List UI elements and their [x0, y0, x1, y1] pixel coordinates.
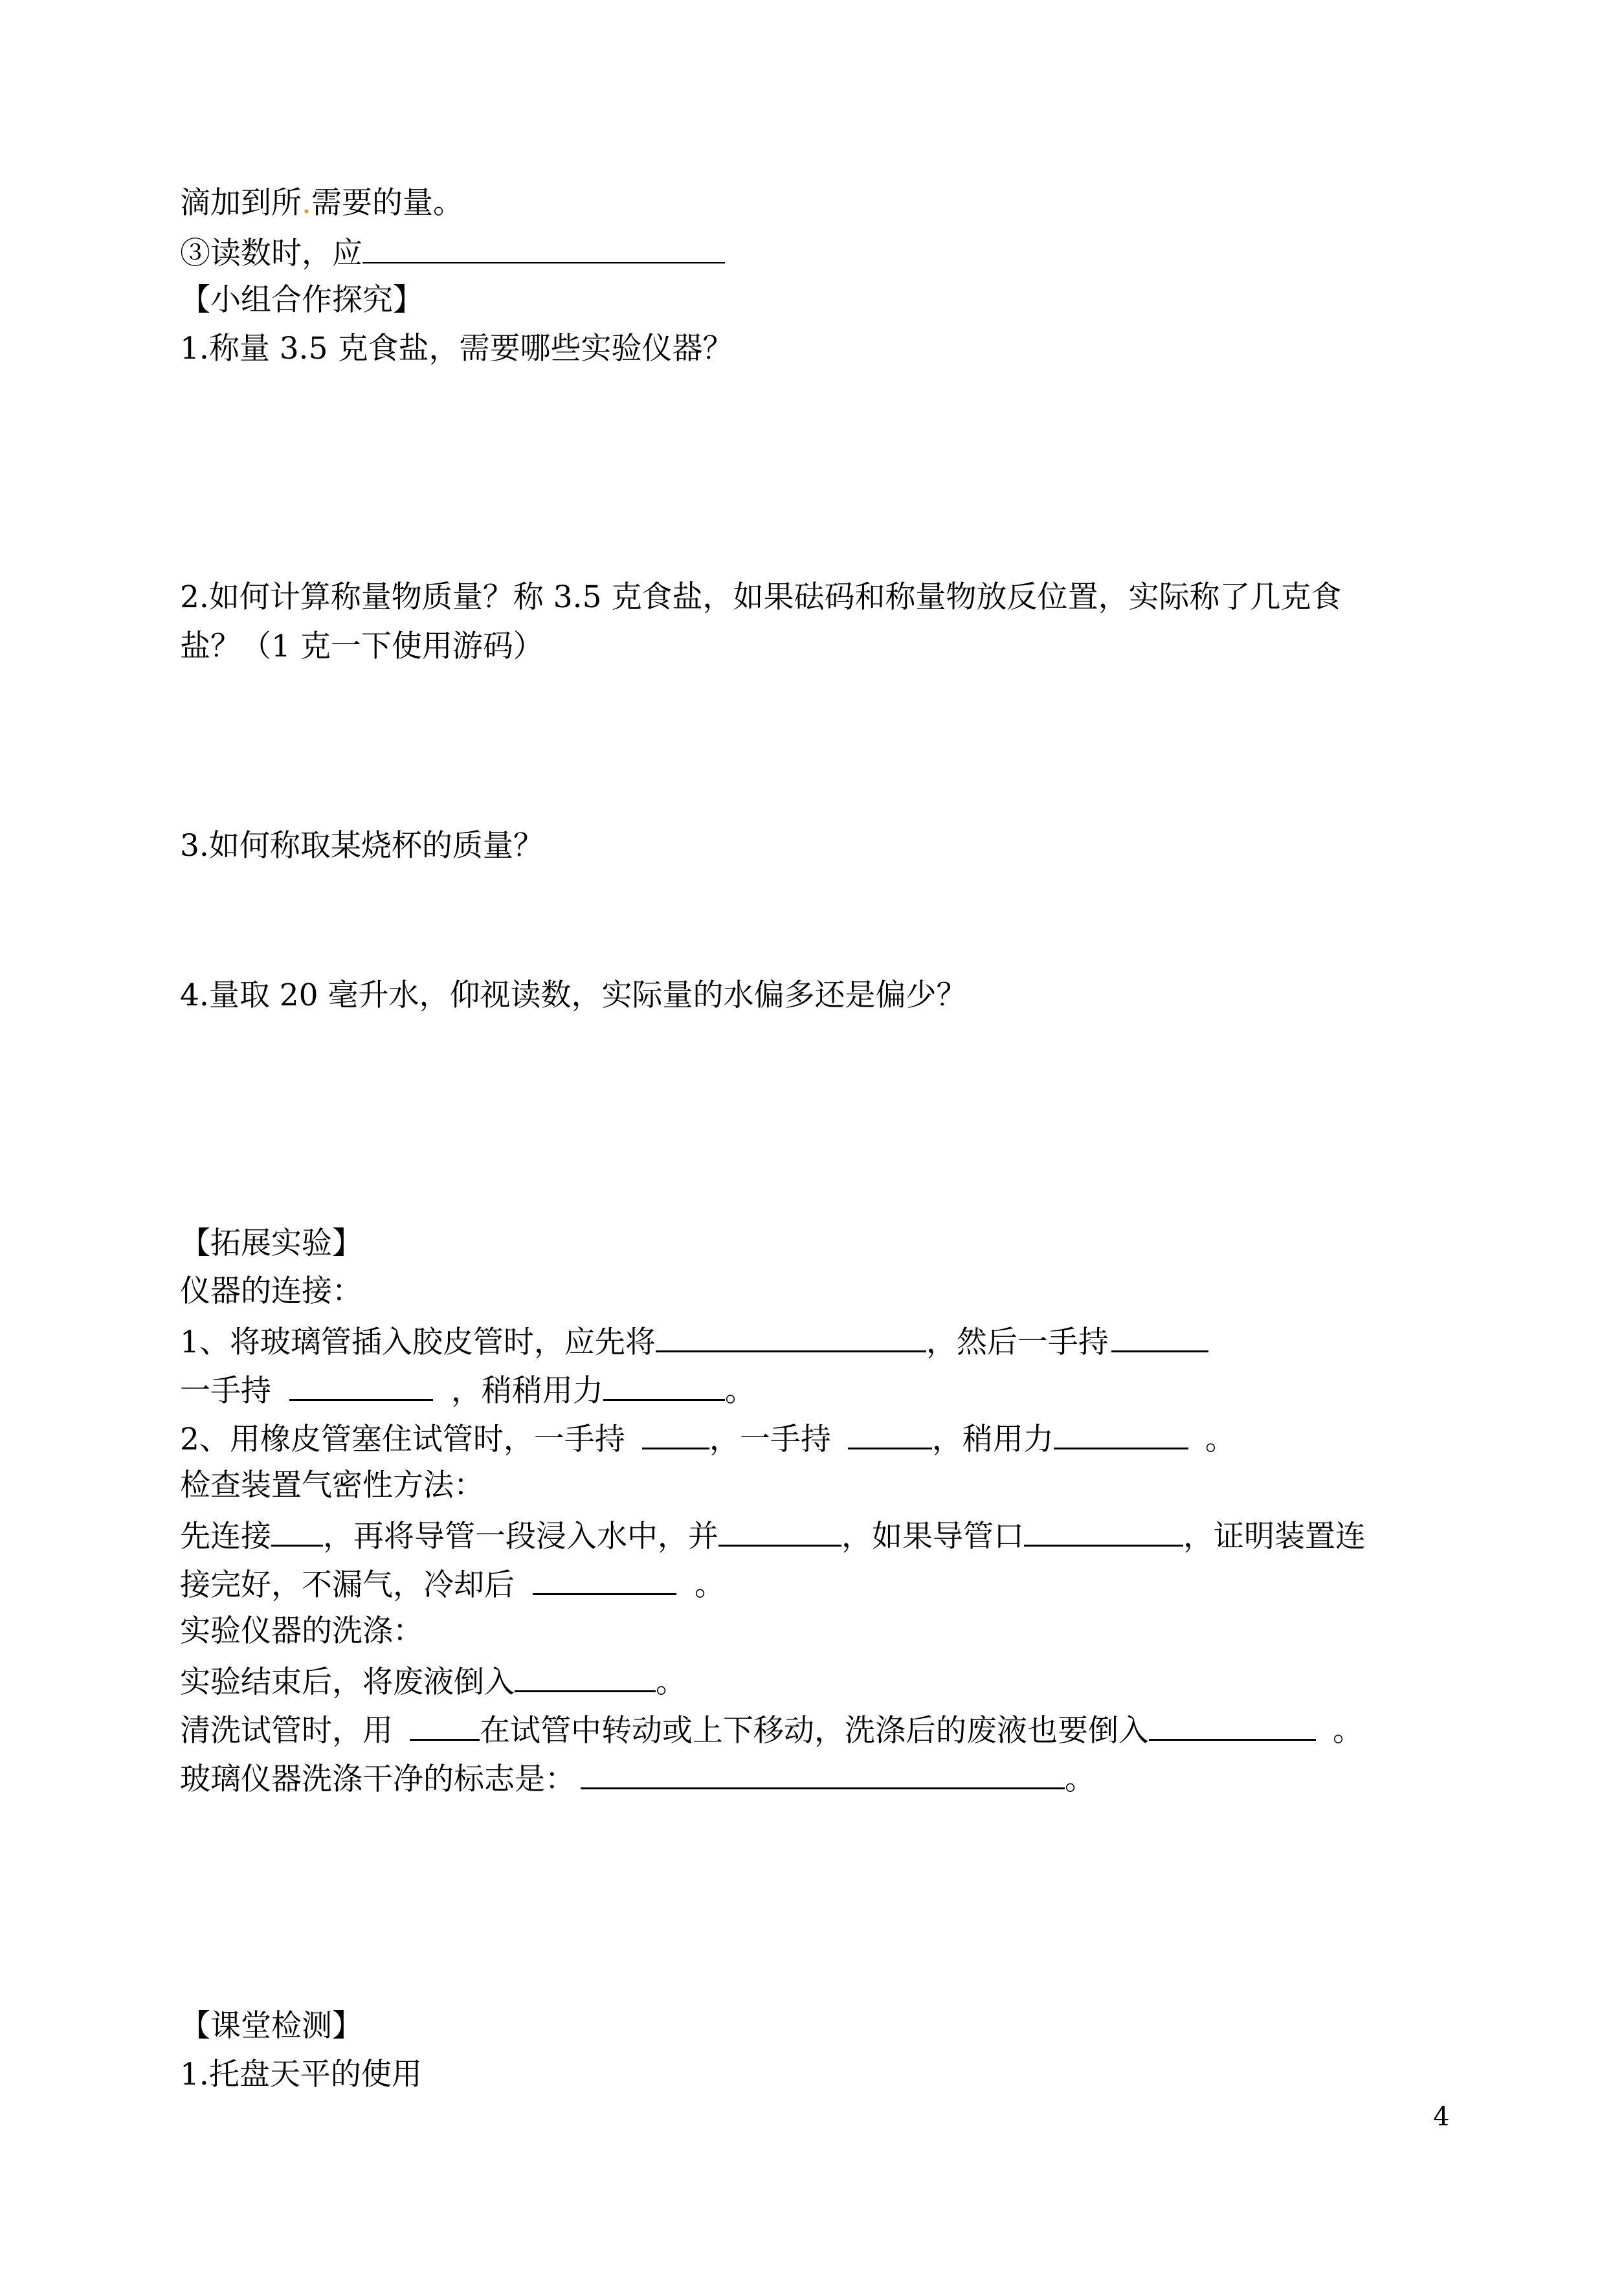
text-line: 一手持 ，稍稍用力 。 [180, 1369, 755, 1411]
test-item-1: 1.托盘天平的使用 [180, 2057, 422, 2092]
text-line: 先连接 ，再将导管一段浸入水中，并 ，如果导管口 ，证明装置连 [180, 1515, 1366, 1556]
answer-blank[interactable] [533, 1563, 676, 1595]
text-line: 2、用橡皮管塞住试管时，一手持 ，一手持 ，稍用力 。 [180, 1418, 1236, 1459]
answer-blank[interactable] [718, 1515, 841, 1547]
section-heading: 【课堂检测】 [180, 2008, 362, 2044]
page-number: 4 [1433, 2102, 1450, 2132]
section-heading: 【拓展实验】 [180, 1225, 362, 1261]
text-line: 玻璃仪器洗涤干净的标志是： 。 [180, 1758, 1095, 1799]
question-4: 4.量取 20 毫升水，仰视读数，实际量的水偏多还是偏少？ [180, 978, 967, 1013]
text-line: 1、将玻璃管插入胶皮管时，应先将 ，然后一手持 [180, 1321, 1208, 1362]
answer-blank[interactable] [410, 1709, 480, 1741]
answer-blank[interactable] [515, 1661, 656, 1692]
answer-blank[interactable] [581, 1758, 1065, 1789]
answer-blank[interactable] [848, 1418, 932, 1449]
section-heading: 【小组合作探究】 [180, 282, 423, 318]
text-line: ③读数时，应 [180, 232, 725, 273]
answer-blank[interactable] [1024, 1515, 1183, 1547]
answer-blank[interactable] [603, 1369, 725, 1401]
answer-blank[interactable] [1149, 1709, 1316, 1741]
question-2-line-2: 盐？（1 克一下使用游码） [180, 629, 544, 664]
answer-blank[interactable] [271, 1515, 323, 1547]
answer-blank[interactable] [656, 1321, 926, 1352]
subheading: 检查装置气密性方法： [180, 1468, 484, 1503]
text-line: 实验结束后，将废液倒入 。 [180, 1661, 686, 1702]
answer-blank[interactable] [362, 232, 725, 263]
answer-blank[interactable] [642, 1418, 709, 1449]
text-line: 清洗试管时，用 在试管中转动或上下移动，洗涤后的废液也要倒入 。 [180, 1709, 1363, 1751]
question-1: 1.称量 3.5 克食盐，需要哪些实验仪器？ [180, 331, 733, 366]
answer-blank[interactable] [1054, 1418, 1188, 1449]
question-3: 3.如何称取某烧杯的质量？ [180, 828, 544, 864]
text-line: 接完好，不漏气，冷却后 。 [180, 1563, 725, 1605]
answer-blank[interactable] [1111, 1321, 1208, 1352]
subheading: 实验仪器的洗涤： [180, 1613, 423, 1649]
text-line: 滴加到所.需要的量。 [180, 185, 463, 221]
answer-blank[interactable] [289, 1369, 433, 1401]
question-2-line-1: 2.如何计算称量物质量？称 3.5 克食盐，如果砝码和称量物放反位置，实际称了几克食 [180, 579, 1342, 615]
subheading: 仪器的连接： [180, 1273, 362, 1309]
